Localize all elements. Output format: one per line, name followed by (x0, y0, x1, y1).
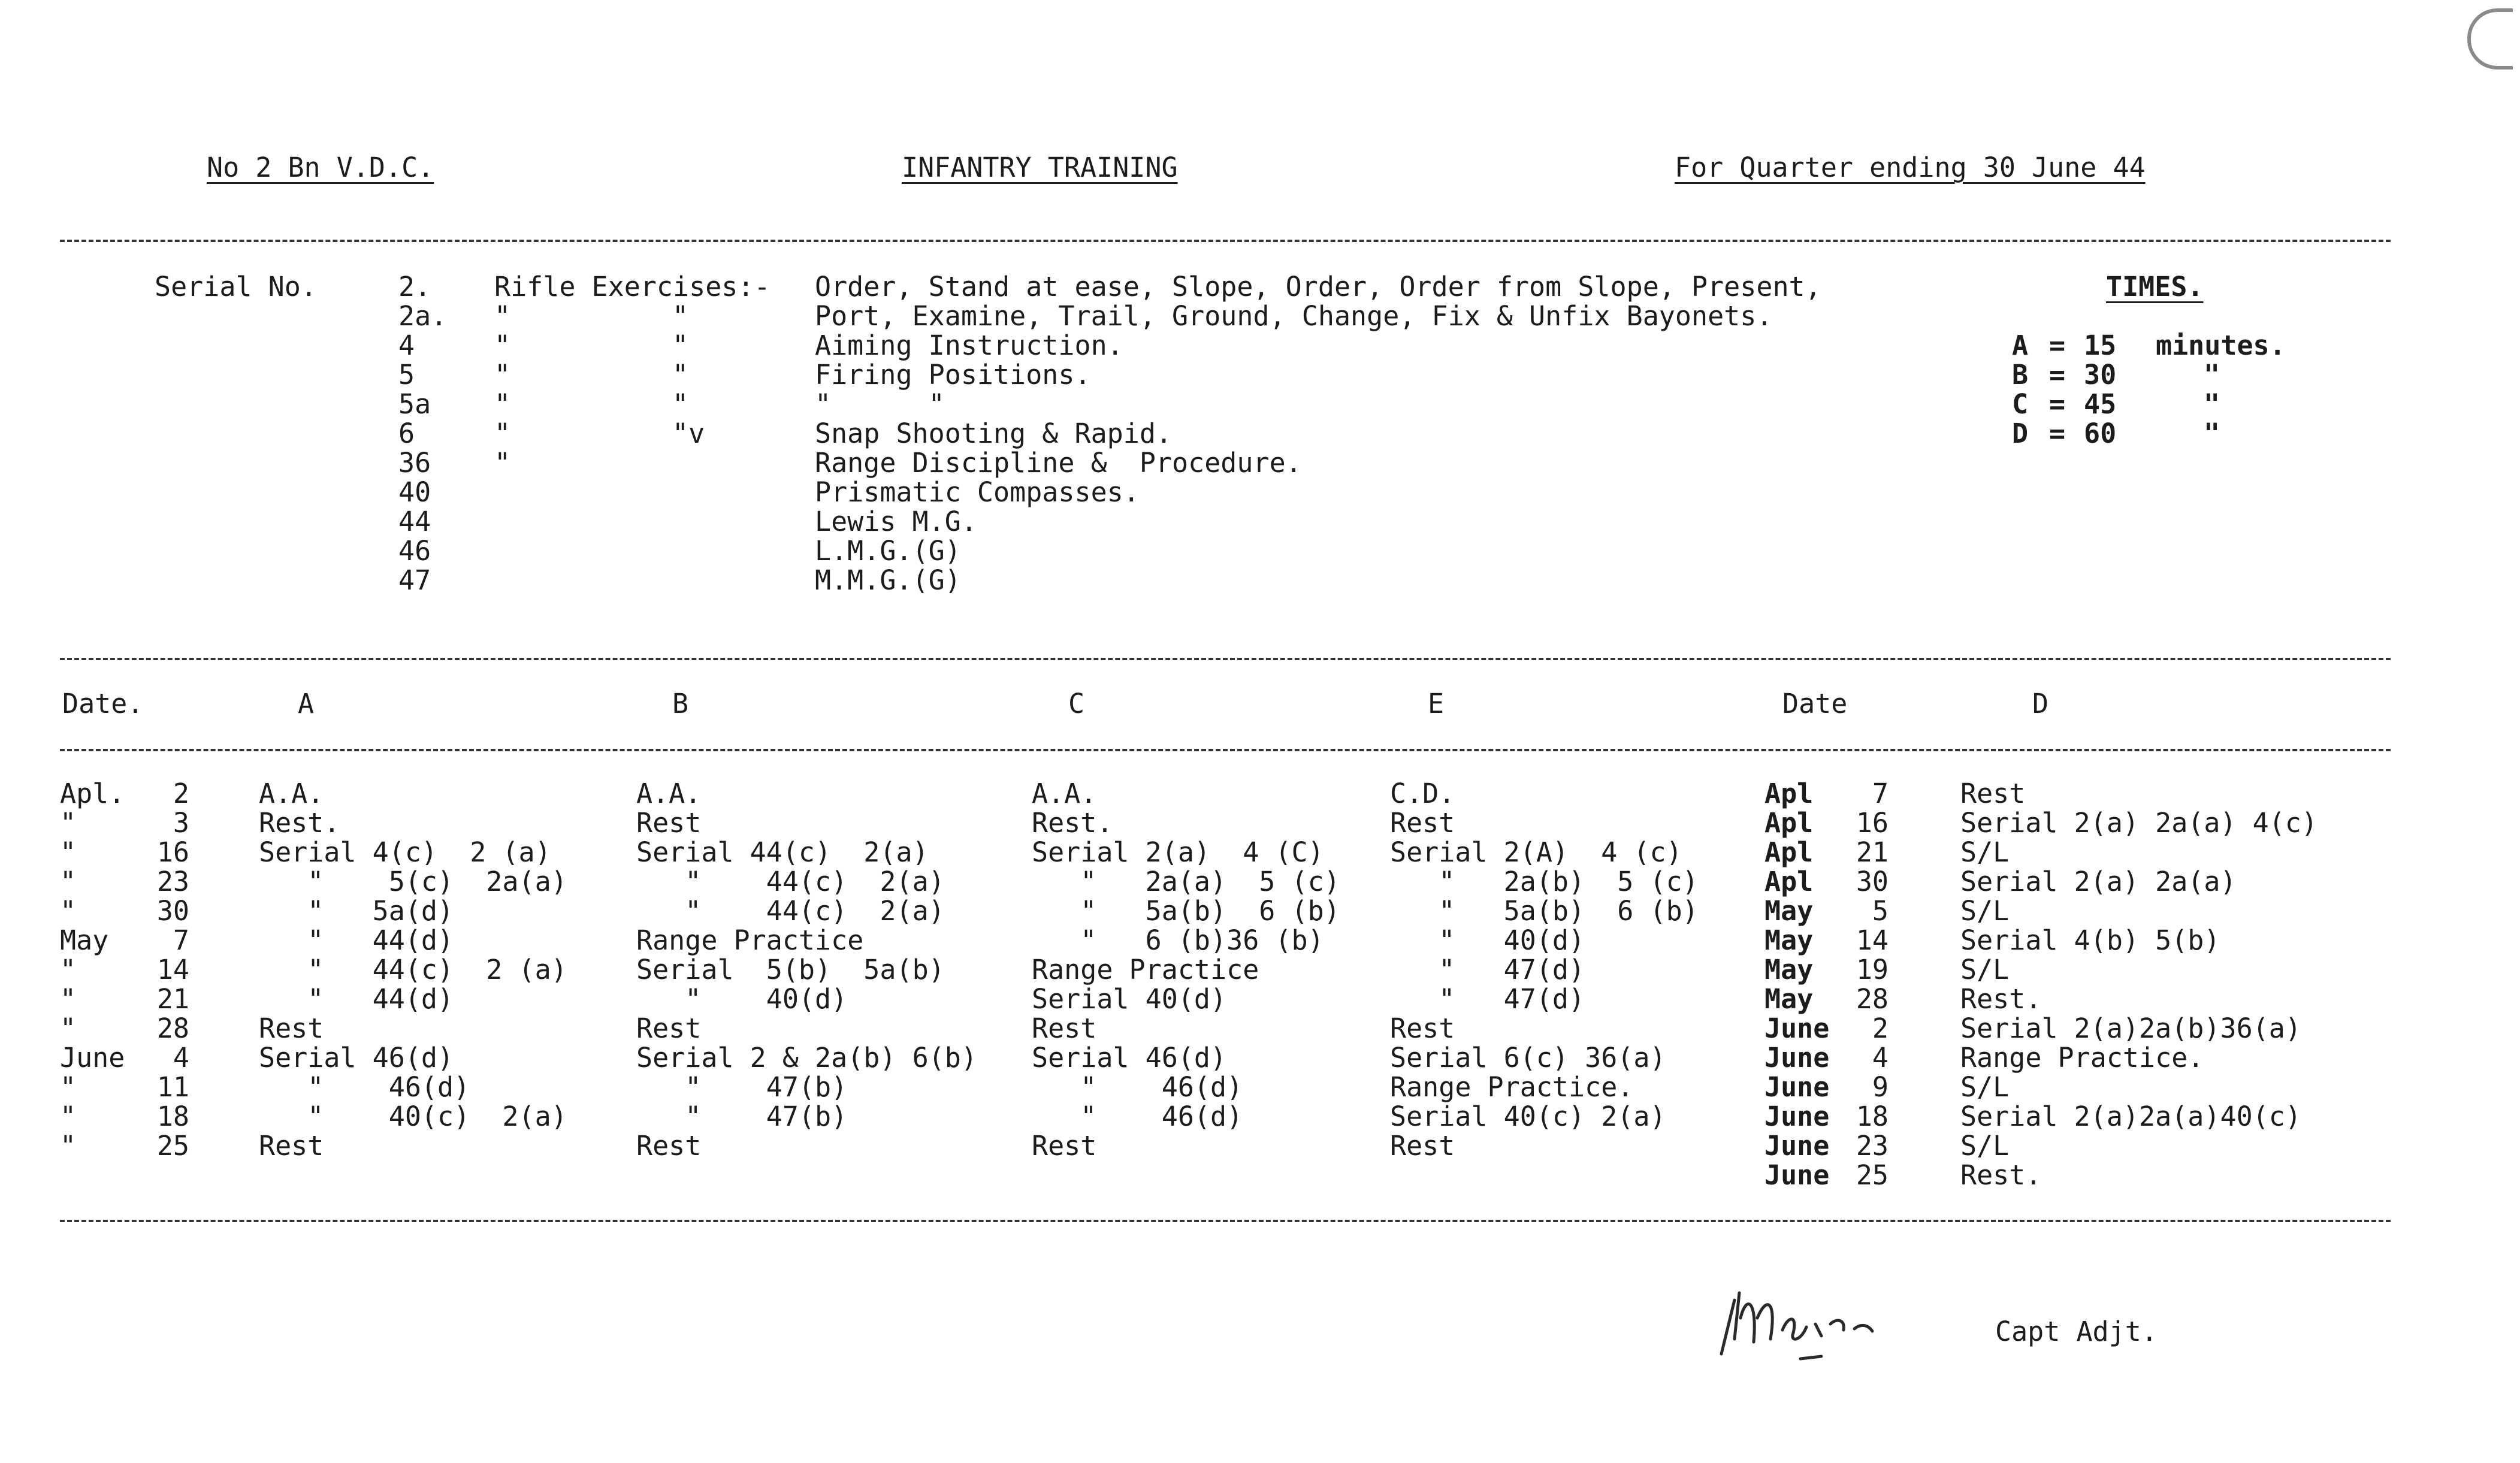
serial-description-list (815, 272, 1821, 595)
times-value: 60 (2084, 418, 2117, 449)
serial-number-list (398, 272, 447, 595)
period-heading: For Quarter ending 30 June 44 (1675, 152, 2146, 183)
schedule-cell-d: S/L (1960, 954, 2010, 986)
serial-exercise-label-list (494, 272, 770, 595)
times-key: D (2012, 418, 2029, 449)
schedule-d-month-list (1764, 779, 1829, 1190)
schedule-d-month: May (1764, 954, 1814, 986)
schedule-month: " (60, 1012, 77, 1044)
serial-description: Prismatic Compasses. (815, 476, 1140, 508)
schedule-cell-b: Serial 5(b) 5a(b) (636, 954, 945, 986)
schedule-cell-a: " 5(c) 2a(a) (259, 866, 567, 897)
schedule-month-list (60, 779, 125, 1160)
schedule-cell-d: Serial 4(b) 5(b) (1960, 924, 2220, 956)
serial-exercise-label: " (494, 418, 511, 449)
times-eq: = (2049, 359, 2066, 391)
schedule-day: 16 (156, 836, 189, 868)
schedule-d-day: 18 (1856, 1101, 1889, 1132)
schedule-cell-a: Rest. (259, 807, 340, 839)
serial-number: 46 (398, 535, 431, 567)
serial-description: Firing Positions. (815, 359, 1091, 391)
times-key: A (2012, 330, 2029, 361)
serial-exercise-label: " (494, 359, 511, 391)
schedule-cell-b: " 44(c) 2(a) (636, 895, 945, 927)
schedule-month: May (60, 924, 109, 956)
serial-exercise-label: " (494, 447, 511, 479)
schedule-cell-c: " 2a(a) 5 (c) (1032, 866, 1340, 897)
schedule-cell-d: S/L (1960, 1130, 2010, 1162)
times-heading: TIMES. (2106, 271, 2204, 303)
serial-ditto-mark (672, 566, 705, 595)
schedule-day-list (150, 779, 189, 1160)
schedule-cell-c: Rest (1032, 1130, 1097, 1162)
times-value: 45 (2084, 388, 2117, 420)
serial-description: Aiming Instruction. (815, 330, 1123, 361)
serial-description: Order, Stand at ease, Slope, Order, Order from Slope, Present, (815, 271, 1821, 303)
schedule-d-month: Apl (1764, 778, 1814, 809)
schedule-cell-c: Serial 46(d) (1032, 1042, 1227, 1074)
serial-ditto-mark: " (672, 359, 689, 391)
schedule-cell-d: Rest (1960, 778, 2026, 809)
serial-number: 44 (398, 506, 431, 537)
schedule-cell-e: Rest (1390, 807, 1455, 839)
schedule-header-a: A (298, 688, 315, 720)
schedule-cell-a: " 40(c) 2(a) (259, 1101, 567, 1132)
schedule-cell-b: Rest (636, 1012, 702, 1044)
schedule-day: 2 (173, 778, 189, 809)
schedule-cell-e: Rest (1390, 1130, 1455, 1162)
schedule-month: " (60, 895, 77, 927)
schedule-cell-b: A.A. (636, 778, 702, 809)
schedule-d-month: Apl (1764, 807, 1814, 839)
schedule-column-b (636, 779, 977, 1160)
schedule-cell-e: Serial 2(A) 4 (c) (1390, 836, 1682, 868)
serial-exercise-label: " (494, 388, 511, 420)
schedule-cell-a: " 46(d) (259, 1071, 470, 1103)
serial-description: M.M.G.(G) (815, 564, 961, 596)
schedule-d-month: May (1764, 983, 1814, 1015)
serial-number: 2. (398, 271, 431, 303)
schedule-header-date-d: Date (1782, 688, 1848, 720)
rule-bottom (60, 1220, 2391, 1222)
schedule-cell-e: " 40(d) (1390, 924, 1585, 956)
schedule-cell-c: Rest (1032, 1012, 1097, 1044)
schedule-column-d (1960, 779, 2317, 1190)
schedule-cell-e: Rest (1390, 1012, 1455, 1044)
times-eq: = (2049, 388, 2066, 420)
schedule-header-date: Date. (62, 688, 144, 720)
schedule-cell-b: " 40(d) (636, 983, 848, 1015)
schedule-cell-a: Rest (259, 1130, 324, 1162)
schedule-cell-b: Serial 2 & 2a(b) 6(b) (636, 1042, 977, 1074)
serial-exercise-label: Rifle Exercises:- (494, 271, 770, 303)
rule-middle (60, 658, 2391, 660)
schedule-month: " (60, 836, 77, 868)
schedule-day: 4 (173, 1042, 189, 1074)
schedule-d-day: 23 (1856, 1130, 1889, 1162)
schedule-day: 11 (156, 1071, 189, 1103)
schedule-month: " (60, 866, 77, 897)
schedule-day: 21 (156, 983, 189, 1015)
schedule-d-day: 14 (1856, 924, 1889, 956)
serial-exercise-label: " (494, 300, 511, 332)
schedule-cell-e: Range Practice. (1390, 1071, 1634, 1103)
schedule-cell-b: Serial 44(c) 2(a) (636, 836, 929, 868)
rule-header (60, 749, 2391, 751)
schedule-day: 18 (156, 1101, 189, 1132)
schedule-d-day: 7 (1872, 778, 1889, 809)
schedule-d-day: 5 (1872, 895, 1889, 927)
schedule-d-day: 16 (1856, 807, 1889, 839)
schedule-d-month: Apl (1764, 836, 1814, 868)
serial-ditto-mark: " (672, 388, 689, 420)
rule-top (60, 240, 2391, 242)
schedule-cell-c: Serial 40(d) (1032, 983, 1227, 1015)
schedule-day: 7 (173, 924, 189, 956)
schedule-cell-d: Rest. (1960, 983, 2042, 1015)
schedule-cell-b: Rest (636, 807, 702, 839)
schedule-day: 3 (173, 807, 189, 839)
schedule-month: " (60, 1071, 77, 1103)
times-value: 30 (2084, 359, 2117, 391)
schedule-cell-a: " 44(d) (259, 983, 454, 1015)
schedule-cell-d: S/L (1960, 836, 2010, 868)
schedule-column-a (259, 779, 567, 1160)
schedule-d-day: 21 (1856, 836, 1889, 868)
schedule-d-day-list (1845, 779, 1889, 1190)
schedule-d-month: June (1764, 1071, 1830, 1103)
schedule-cell-c: " 6 (b)36 (b) (1032, 924, 1324, 956)
serial-number: 47 (398, 564, 431, 596)
schedule-day: 28 (156, 1012, 189, 1044)
serial-description: Lewis M.G. (815, 506, 977, 537)
serial-ditto-mark (672, 477, 705, 507)
serial-number: 40 (398, 476, 431, 508)
schedule-d-day: 30 (1856, 866, 1889, 897)
schedule-cell-e: Serial 40(c) 2(a) (1390, 1101, 1666, 1132)
schedule-day: 23 (156, 866, 189, 897)
serial-exercise-label (494, 477, 770, 507)
schedule-d-day: 4 (1872, 1042, 1889, 1074)
serial-number: 4 (398, 330, 415, 361)
times-value: 15 (2084, 330, 2117, 361)
serial-number: 5a (398, 388, 431, 420)
times-key: C (2012, 388, 2029, 420)
schedule-cell-a: Rest (259, 1012, 324, 1044)
schedule-month: " (60, 954, 77, 986)
schedule-d-month: June (1764, 1042, 1830, 1074)
serial-ditto-mark (672, 448, 705, 477)
schedule-day: 30 (156, 895, 189, 927)
schedule-cell-e: " 2a(b) 5 (c) (1390, 866, 1699, 897)
schedule-day: 14 (156, 954, 189, 986)
schedule-cell-e: " 47(d) (1390, 954, 1585, 986)
schedule-cell-d: Serial 2(a) 2a(a) 4(c) (1960, 807, 2318, 839)
schedule-cell-a: " 44(c) 2 (a) (259, 954, 567, 986)
schedule-cell-a: A.A. (259, 778, 324, 809)
serial-exercise-label (494, 507, 770, 536)
serial-number: 5 (398, 359, 415, 391)
schedule-d-month: June (1764, 1101, 1830, 1132)
schedule-cell-e: " 47(d) (1390, 983, 1585, 1015)
schedule-cell-c: Serial 2(a) 4 (C) (1032, 836, 1324, 868)
schedule-cell-c: " 5a(b) 6 (b) (1032, 895, 1340, 927)
schedule-cell-d: Serial 2(a)2a(a)40(c) (1960, 1101, 2301, 1132)
schedule-cell-a: " 5a(d) (259, 895, 454, 927)
schedule-cell-d: Rest. (1960, 1159, 2042, 1191)
schedule-d-month: June (1764, 1012, 1830, 1044)
schedule-cell-d: Serial 2(a)2a(b)36(a) (1960, 1012, 2301, 1044)
serial-description: Port, Examine, Trail, Ground, Change, Fix & Unfix Bayonets. (815, 300, 1773, 332)
schedule-cell-c: " 46(d) (1032, 1101, 1243, 1132)
unit-name: No 2 Bn V.D.C. (207, 152, 434, 183)
schedule-header-d: D (2032, 688, 2049, 720)
schedule-header-b: B (672, 688, 689, 720)
schedule-month: " (60, 1101, 77, 1132)
schedule-cell-a: Serial 46(d) (259, 1042, 454, 1074)
schedule-cell-e: Serial 6(c) 36(a) (1390, 1042, 1666, 1074)
serial-description: " " (815, 388, 945, 420)
page-edge-mark (2467, 8, 2513, 69)
schedule-column-c (1032, 779, 1340, 1160)
serial-number: 6 (398, 418, 415, 449)
schedule-cell-e: C.D. (1390, 778, 1455, 809)
schedule-cell-d: Serial 2(a) 2a(a) (1960, 866, 2237, 897)
serial-ditto-mark: " (672, 300, 689, 332)
serial-number: 2a. (398, 300, 448, 332)
schedule-d-month: May (1764, 895, 1814, 927)
schedule-cell-b: Range Practice (636, 924, 864, 956)
schedule-cell-c: " 46(d) (1032, 1071, 1243, 1103)
serial-exercise-label (494, 566, 770, 595)
schedule-header-c: C (1068, 688, 1085, 720)
schedule-d-day: 2 (1872, 1012, 1889, 1044)
serial-description: Snap Shooting & Rapid. (815, 418, 1173, 449)
times-eq: = (2049, 330, 2066, 361)
schedule-d-month: May (1764, 924, 1814, 956)
times-unit: minutes. (2156, 330, 2286, 361)
times-unit: " (2204, 418, 2220, 449)
schedule-month: " (60, 807, 77, 839)
schedule-month: June (60, 1042, 125, 1074)
schedule-cell-c: A.A. (1032, 778, 1097, 809)
schedule-month: " (60, 1130, 77, 1162)
serial-exercise-label (494, 536, 770, 566)
schedule-d-month: Apl (1764, 866, 1814, 897)
schedule-cell-b: Rest (636, 1130, 702, 1162)
schedule-cell-b: " 47(b) (636, 1101, 848, 1132)
schedule-column-e (1390, 779, 1699, 1160)
times-eq: = (2049, 418, 2066, 449)
schedule-day: 25 (156, 1130, 189, 1162)
serial-ditto-mark: " (672, 330, 689, 361)
serial-ditto-list (672, 272, 705, 595)
serial-ditto-mark (672, 272, 705, 301)
times-unit: " (2204, 359, 2220, 391)
schedule-month: Apl. (60, 778, 125, 809)
times-unit: " (2204, 388, 2220, 420)
document-title: INFANTRY TRAINING (902, 152, 1178, 183)
schedule-header-e: E (1428, 688, 1445, 720)
schedule-cell-c: Range Practice (1032, 954, 1259, 986)
serial-number: 36 (398, 447, 431, 479)
serial-ditto-mark (672, 507, 705, 536)
schedule-d-day: 9 (1872, 1071, 1889, 1103)
serial-description: L.M.G.(G) (815, 535, 961, 567)
schedule-d-day: 28 (1856, 983, 1889, 1015)
schedule-cell-b: " 44(c) 2(a) (636, 866, 945, 897)
schedule-d-day: 25 (1856, 1159, 1889, 1191)
times-key: B (2012, 359, 2029, 391)
schedule-cell-a: " 44(d) (259, 924, 454, 956)
serial-ditto-mark: "v (672, 418, 705, 449)
schedule-cell-d: Range Practice. (1960, 1042, 2204, 1074)
schedule-d-day: 19 (1856, 954, 1889, 986)
schedule-cell-b: " 47(b) (636, 1071, 848, 1103)
schedule-cell-d: S/L (1960, 1071, 2010, 1103)
schedule-cell-a: Serial 4(c) 2 (a) (259, 836, 551, 868)
serial-ditto-mark (672, 536, 705, 566)
handwritten-signature (1711, 1282, 1950, 1366)
serial-label: Serial No. (155, 271, 317, 303)
schedule-d-month: June (1764, 1159, 1830, 1191)
serial-exercise-label: " (494, 330, 511, 361)
signature-title: Capt Adjt. (1995, 1316, 2158, 1347)
schedule-cell-e: " 5a(b) 6 (b) (1390, 895, 1699, 927)
serial-description: Range Discipline & Procedure. (815, 447, 1302, 479)
schedule-month: " (60, 983, 77, 1015)
schedule-cell-c: Rest. (1032, 807, 1113, 839)
schedule-d-month: June (1764, 1130, 1830, 1162)
schedule-cell-d: S/L (1960, 895, 2010, 927)
